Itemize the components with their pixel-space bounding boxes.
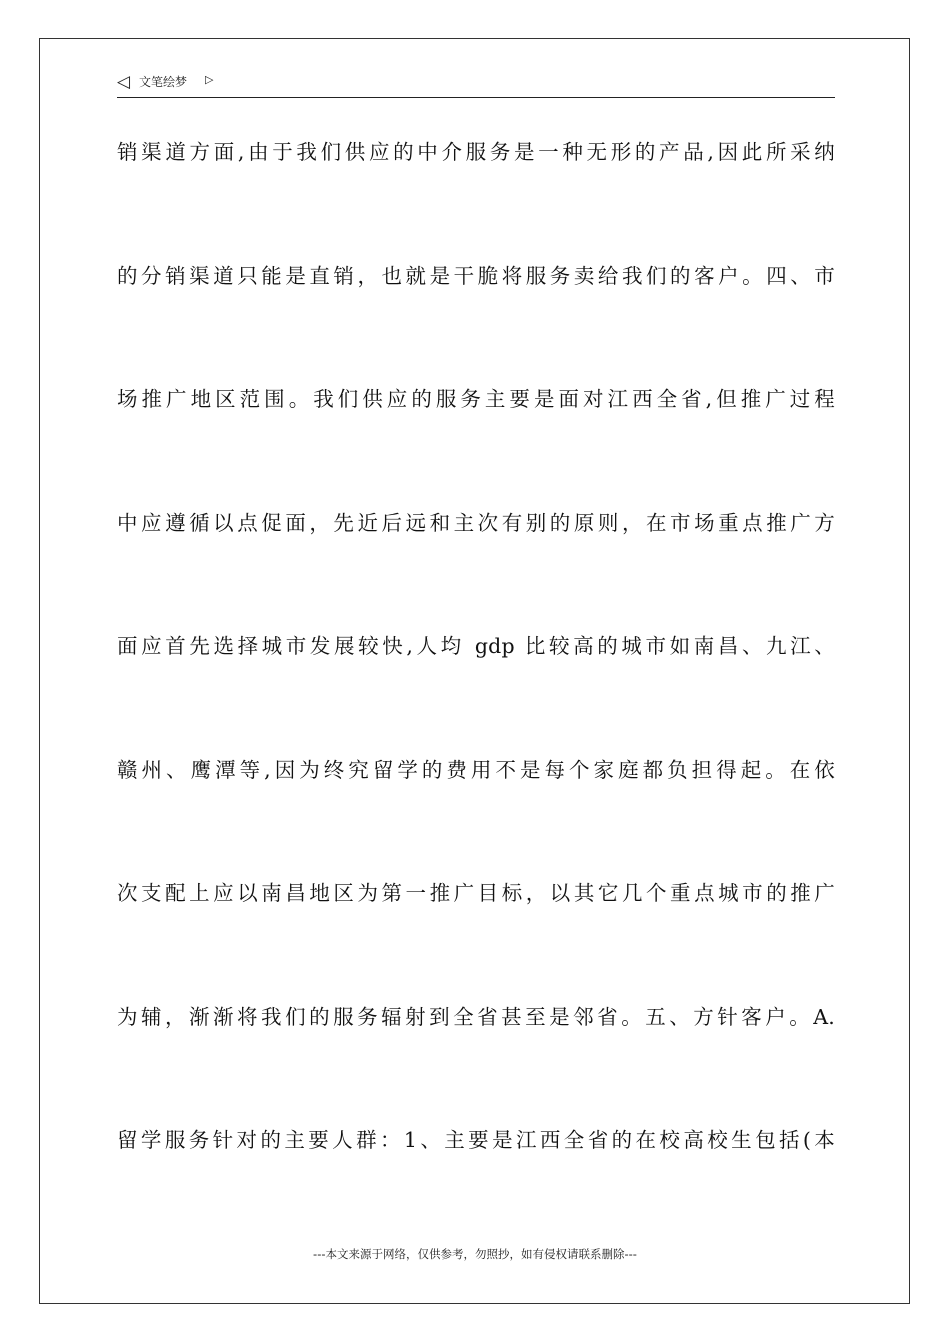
body-line: 次支配上应以南昌地区为第一推广目标，以其它几个重点城市的推广 xyxy=(117,881,835,905)
document-body xyxy=(117,132,835,1244)
body-line: 场推广地区范围。我们供应的服务主要是面对江西全省,但推广过程 xyxy=(117,387,835,411)
header-title: 文笔绘梦 xyxy=(139,75,188,89)
body-line: 面应首先选择城市发展较快,人均 gdp 比较高的城市如南昌、九江、 xyxy=(117,634,835,658)
body-line: 赣州、鹰潭等,因为终究留学的费用不是每个家庭都负担得起。在依 xyxy=(117,757,835,782)
body-line: 销渠道方面,由于我们供应的中介服务是一种无形的产品,因此所采纳 xyxy=(117,140,835,164)
body-line: 留学服务针对的主要人群：1、主要是江西全省的在校高校生包括(本 xyxy=(117,1128,835,1152)
body-line: 的分销渠道只能是直销，也就是干脆将服务卖给我们的客户。四、市 xyxy=(117,263,835,288)
page-header xyxy=(117,72,835,98)
triangle-right-icon: ▷ xyxy=(205,73,214,86)
triangle-left-icon: ◁ xyxy=(117,72,131,92)
body-line: 为辅，渐渐将我们的服务辐射到全省甚至是邻省。五、方针客户。A. xyxy=(117,1004,835,1029)
footer-disclaimer: ---本文来源于网络，仅供参考，勿照抄，如有侵权请联系删除--- xyxy=(313,1247,637,1261)
body-line: 中应遵循以点促面，先近后远和主次有别的原则，在市场重点推广方 xyxy=(117,510,835,535)
